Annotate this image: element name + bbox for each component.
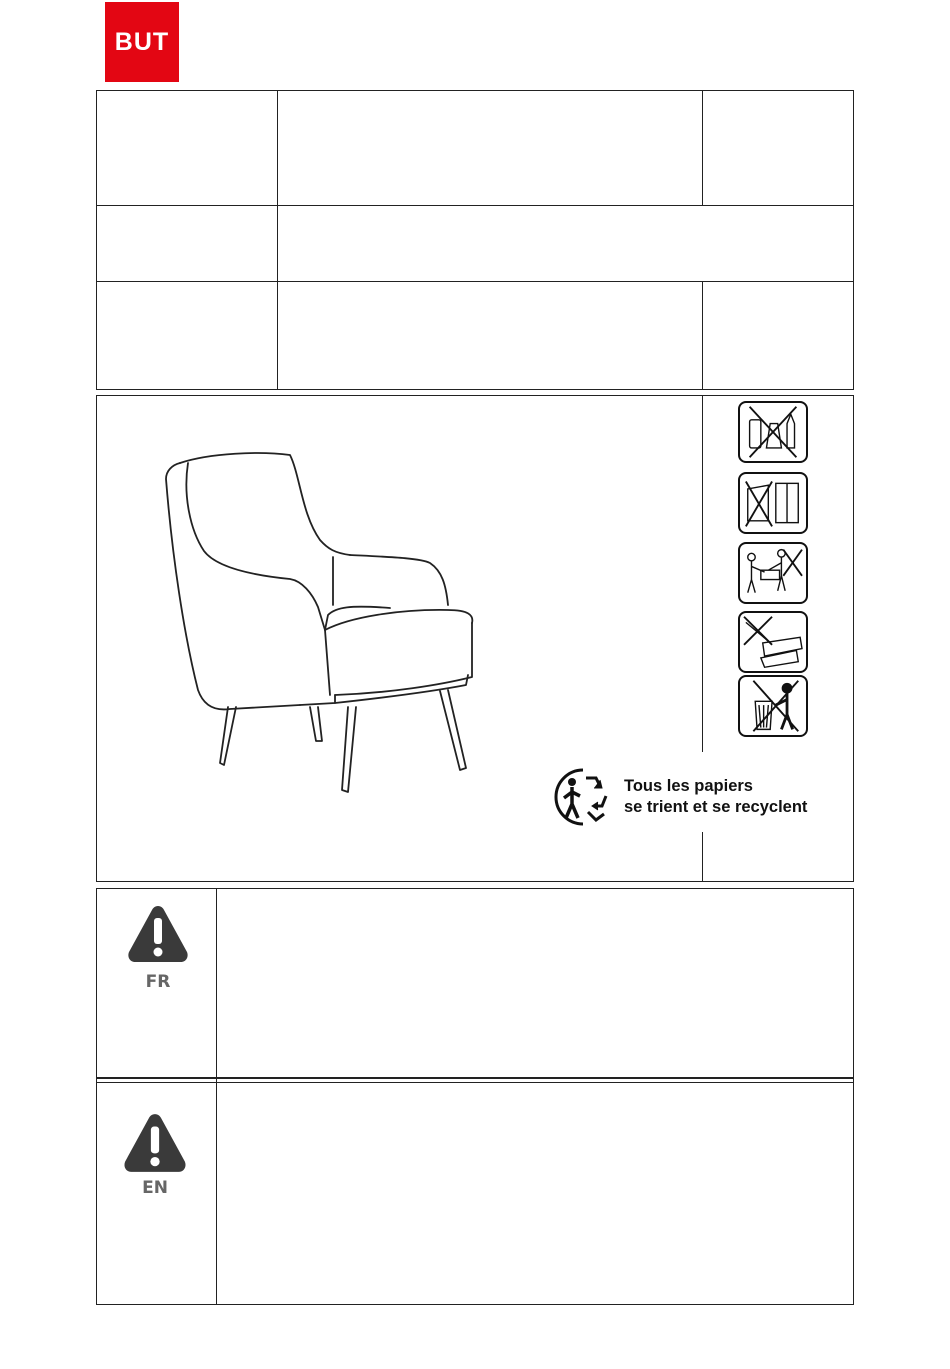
header-info-table — [96, 90, 854, 390]
warning-triangle-icon — [125, 902, 191, 964]
table-column-divider — [702, 281, 703, 390]
recycling-notice-line2: se trient et se recyclent — [624, 798, 808, 816]
warning-column-divider — [216, 1078, 217, 1305]
armchair-illustration — [150, 445, 490, 805]
pictogram-no-trash — [738, 675, 808, 737]
warning-triangle-icon — [121, 1110, 189, 1174]
pictogram-no-chemicals — [738, 401, 808, 463]
table-column-divider — [277, 90, 278, 390]
pictogram-no-wall-assembly — [738, 472, 808, 534]
warning-column-divider — [216, 888, 217, 1078]
table-row-divider — [96, 281, 854, 282]
no-assembly-against-wall-icon — [740, 474, 806, 532]
two-person-assembly-icon — [740, 544, 806, 602]
pictogram-two-person — [738, 542, 808, 604]
pictogram-column-divider — [702, 395, 703, 752]
no-chemical-products-icon — [740, 403, 806, 461]
warning-block-en — [96, 1078, 854, 1305]
table-row-divider — [96, 205, 854, 206]
pictogram-no-sharp-tools — [738, 611, 808, 673]
recycling-notice-line1: Tous les papiers — [624, 777, 753, 795]
no-trash-disposal-icon — [740, 677, 806, 735]
warning-lang-fr: FR — [145, 972, 171, 992]
recycling-notice — [624, 776, 807, 818]
brand-logo — [105, 2, 179, 82]
pictogram-column-divider — [702, 832, 703, 882]
warning-lang-en: EN — [142, 1178, 168, 1198]
no-sharp-tools-unpacking-icon — [740, 613, 806, 671]
brand-logo-text: BUT — [114, 27, 170, 56]
triman-recycling-icon — [552, 766, 614, 828]
warning-block-fr — [96, 888, 854, 1078]
table-column-divider — [702, 90, 703, 205]
